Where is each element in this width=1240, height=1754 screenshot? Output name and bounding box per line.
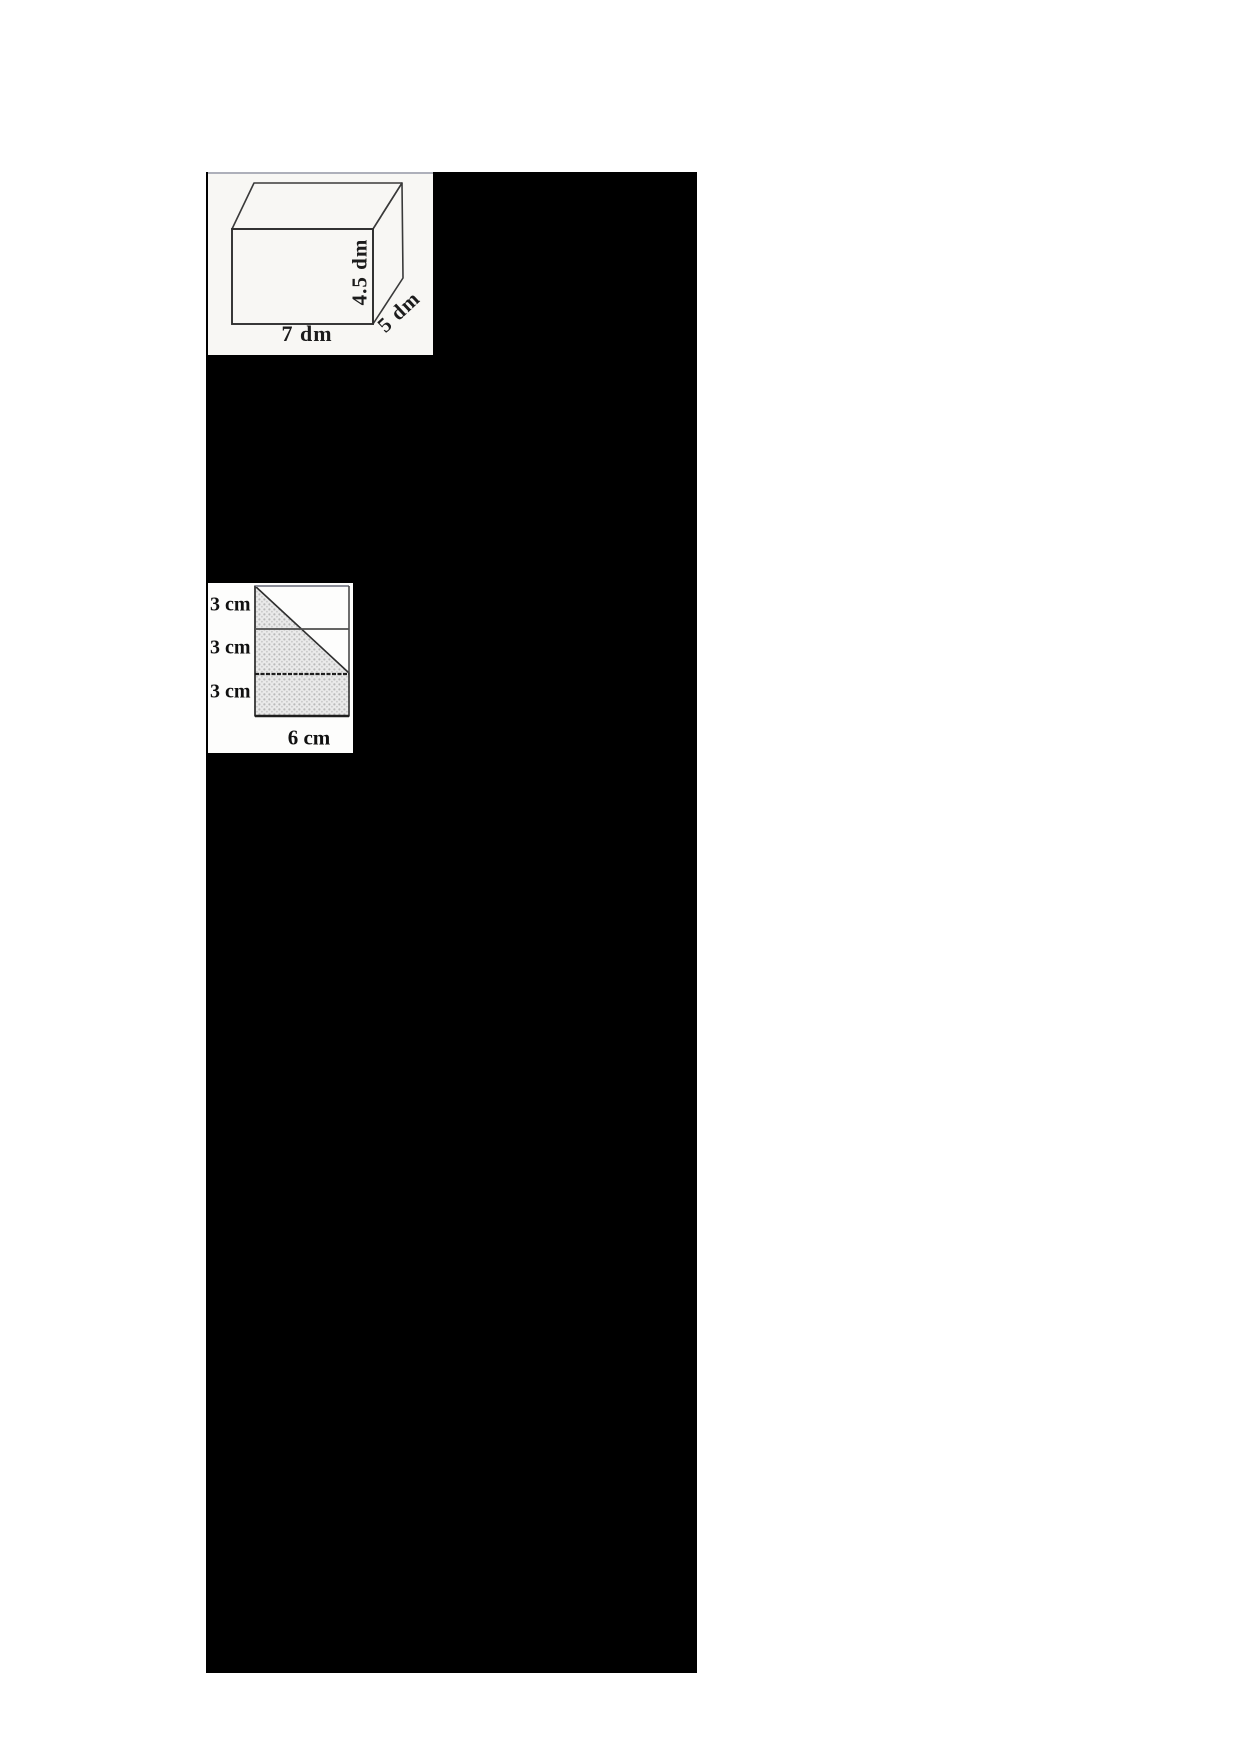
cuboid-width-label: 7 dm — [281, 321, 333, 346]
cuboid-height-label: 4.5 dm — [347, 238, 372, 306]
row-height-label-2: 3 cm — [210, 636, 251, 659]
cuboid-figure — [208, 172, 433, 355]
stacked-rows-figure — [208, 583, 353, 753]
base-width-label: 6 cm — [287, 725, 331, 750]
redacted-region — [206, 172, 697, 1673]
row-height-label-3: 3 cm — [210, 680, 251, 703]
cuboid-depth-label: 5 dm — [372, 286, 425, 338]
row-height-label-1: 3 cm — [210, 593, 251, 616]
